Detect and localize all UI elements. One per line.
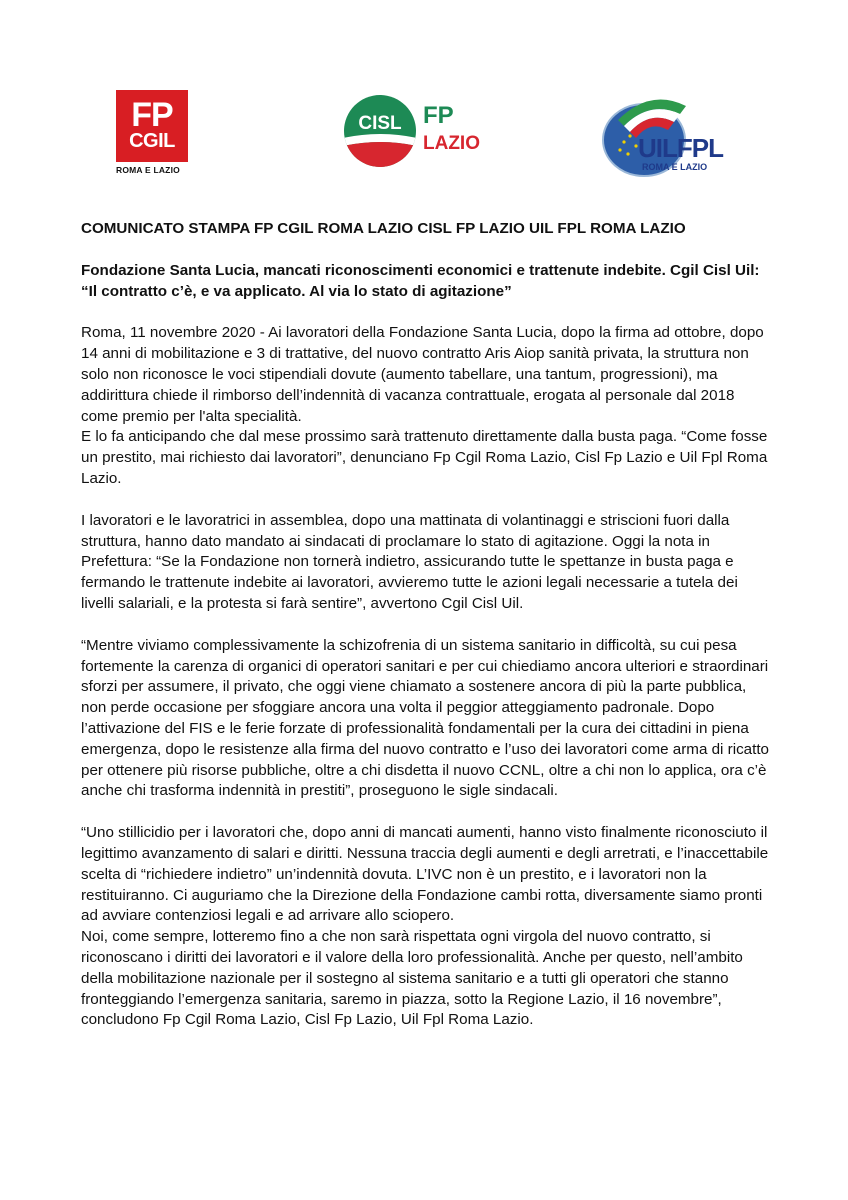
press-release-body xyxy=(81,219,771,1052)
paragraph: E lo fa anticipando che dal mese prossimo sarà trattenuto direttamente dalla busta paga. “Come fosse un prestito, mai richiesto dai lavoratori”, denunciano Fp Cgil Roma Lazio, Cisl Fp Lazio e Uil Fpl Roma Lazio. xyxy=(81,428,768,487)
logos-header xyxy=(0,86,848,181)
uil-logo-subtitle: ROMA E LAZIO xyxy=(642,162,708,172)
cisl-logo-lazio: LAZIO xyxy=(423,133,480,154)
paragraph: Roma, 11 novembre 2020 - Ai lavoratori della Fondazione Santa Lucia, dopo la firma ad ottobre, dopo 14 anni di mobilitazione e 3 di trattative, del nuovo contratto Aris Aiop sanità privata, la struttura non solo non riconosce le voci stipendiali dovute (aumento tabellare, una tantum, progressioni), ma addirittura chiede il rimborso dell’indennità di vacanza contrattuale, erogata al personale dal 2018 come premio per l'alta specialità. xyxy=(81,324,764,425)
document-subheading: Fondazione Santa Lucia, mancati riconoscimenti economici e trattenute indebite. Cgil Cisl Uil: “Il contratto c’è, e va applicato. Al via lo stato di agitazione” xyxy=(81,261,760,300)
uil-fpl-logo xyxy=(600,90,732,178)
document-heading: COMUNICATO STAMPA FP CGIL ROMA LAZIO CISL FP LAZIO UIL FPL ROMA LAZIO xyxy=(81,220,686,237)
paragraph: “Uno stillicidio per i lavoratori che, dopo anni di mancati aumenti, hanno visto finalmente riconosciuto il legittimo avanzamento di salari e diritti. Nessuna traccia degli aumenti e degli arretrati, e l’inaccettabile scelta di “richiedere indietro” un’indennità dovuta. L’IVC non è un prestito, e i lavoratori non la restituiranno. Ci auguriamo che la Direzione della Fondazione cambi rotta, diversamente siamo pronti ad avviare contenziosi legali e ad arrivare allo sciopero. xyxy=(81,824,769,925)
uil-logo-name: UILFPL xyxy=(638,133,723,163)
paragraph: I lavoratori e le lavoratrici in assemblea, dopo una mattinata di volantinaggi e striscioni fuori dalla struttura, hanno dato mandato ai sindacati di proclamare lo stato di agitazione. Oggi la nota in Prefettura: “Se la Fondazione non tornerà indietro, assicurando tutte le spettanze in busta paga e fermando le trattenute indebite ai lavoratori, avvieremo tutte le azioni legali necessarie a tutela dei livelli salariali, e la protesta si farà sentire”, avvertono Cgil Cisl Uil. xyxy=(81,511,738,612)
uil-globe-icon xyxy=(600,90,732,178)
cgil-logo-box xyxy=(116,90,188,162)
cisl-logo-fp: FP xyxy=(423,102,454,129)
fp-cgil-logo xyxy=(116,90,190,176)
cisl-circle-text: CISL xyxy=(358,113,402,134)
cisl-fp-lazio-logo xyxy=(343,94,493,174)
paragraph: “Mentre viviamo complessivamente la schizofrenia di un sistema sanitario in difficoltà, su cui pesa fortemente la carenza di organici di operatori sanitari e per cui chiediamo ancora ulteriori e straordinari sforzi per assumere, il privato, che oggi viene chiamato a sostenere ancora di più la parte pubblica, non perde occasione per sfoggiare ancora una volta il peggior atteggiamento padronale. Dopo l’attivazione del FIS e le ferie forzate di professionalità fondamentali per la cura dei cittadini in piena emergenza, dopo le resistenze alla firma del nuovo contratto e l’uso dei lavoratori come arma di ricatto per ottenere più risorse pubbliche, oltre a chi disdetta il nuovo CCNL, oltre a chi non lo applica, ora c’è anche chi trasforma indennità in prestiti”, proseguono le sigle sindacali. xyxy=(81,636,770,800)
paragraph: Noi, come sempre, lotteremo fino a che non sarà rispettata ogni virgola del nuovo contratto, si riconoscano i diritti dei lavoratori e il valore della loro professionalità. Anche per questo, nell’ambito della mobilitazione nazionale per il sostegno al sistema sanitario e a tutti gli operatori che stanno fronteggiando l’emergenza sanitaria, saremo in piazza, sotto la Regione Lazio, il 16 novembre”, concludono Fp Cgil Roma Lazio, Cisl Fp Lazio, Uil Fpl Roma Lazio. xyxy=(81,928,743,1029)
cgil-logo-subtitle: ROMA E LAZIO xyxy=(116,165,180,175)
cisl-circle-icon xyxy=(343,94,417,168)
cgil-logo-name: CGIL xyxy=(129,130,175,152)
cgil-logo-fp: FP xyxy=(131,96,173,134)
